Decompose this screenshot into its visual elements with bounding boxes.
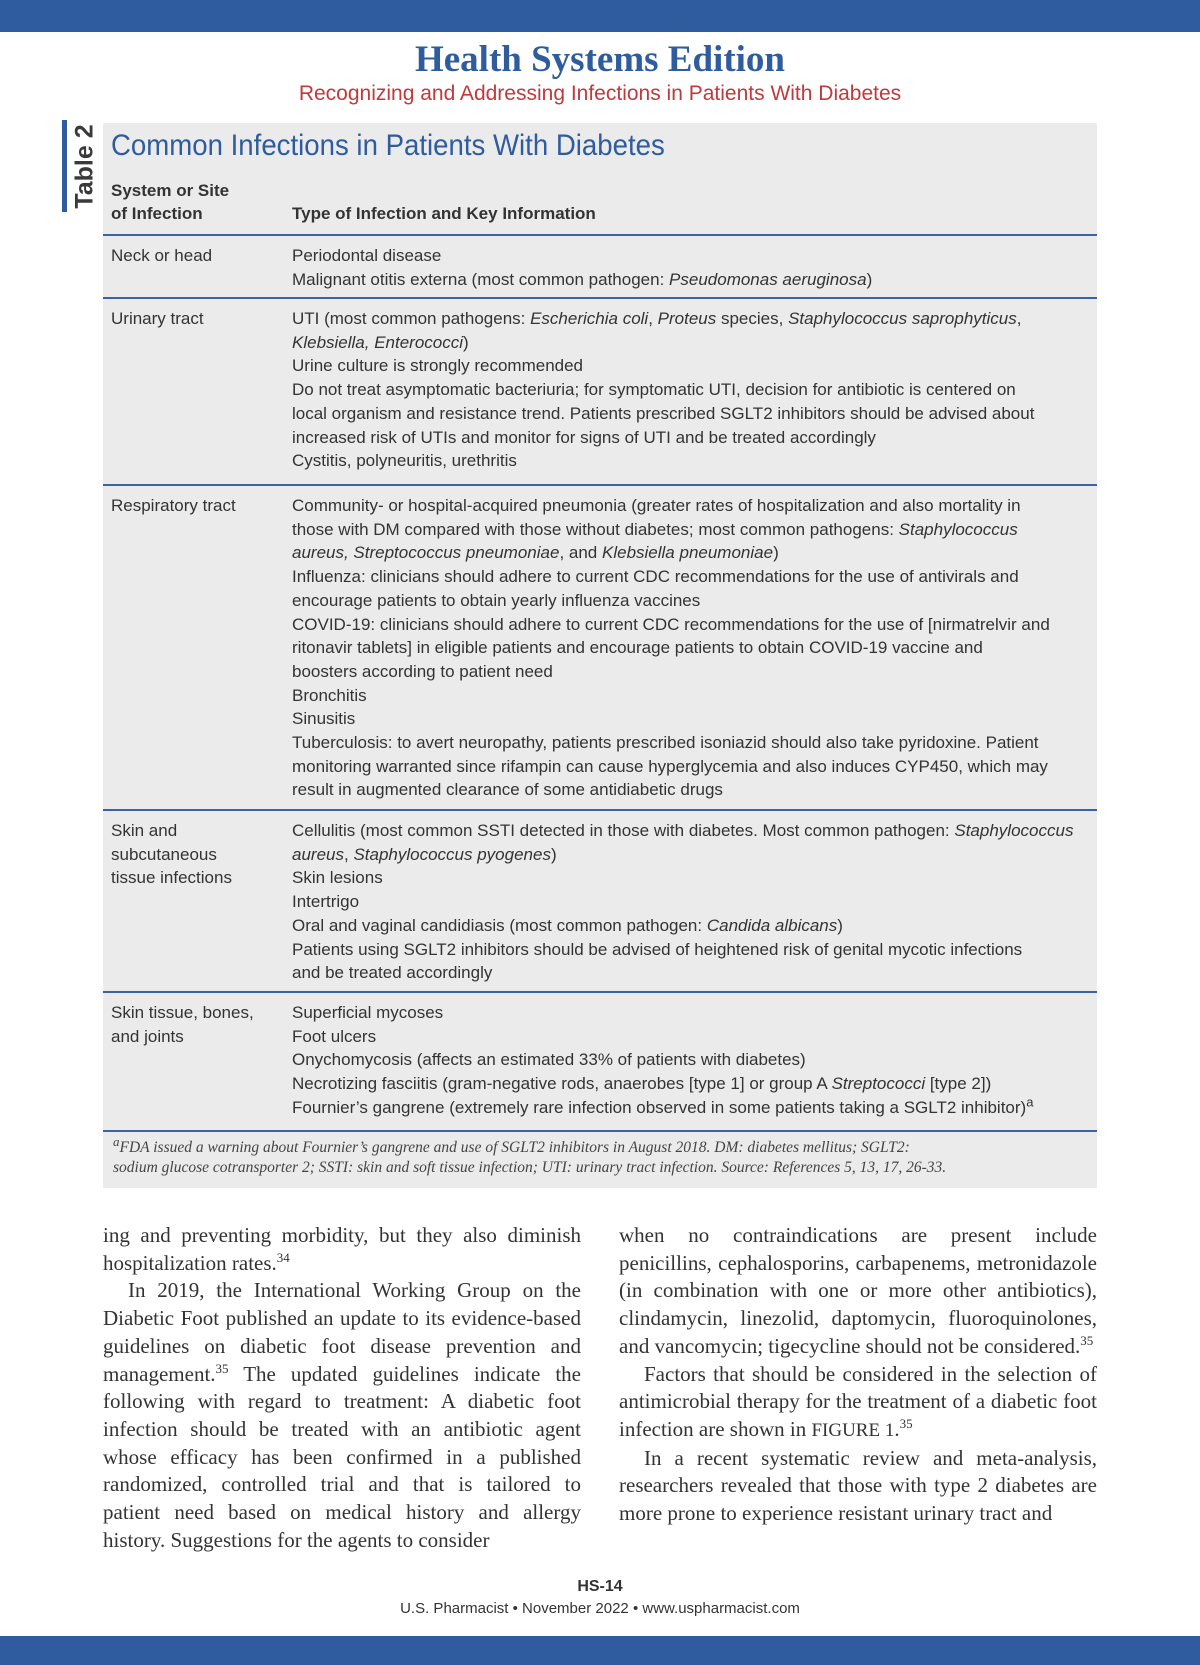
row-info: Cellulitis (most common SSTI detected in those with diabetes. Most common pathogen: Staphylococcus aureus, Staphylococcus pyogenes) Skin lesions Intertrigo Oral and vaginal candidiasis (most common pathogen: Candida albicans) Patients using SGLT2 inhibitors should be advised of heightened risk of genital mycotic infections and be treated accordingly [292,821,1074,983]
row-info: UTI (most common pathogens: Escherichia coli, Proteus species, Staphylococcus saprophyticus, Klebsiella, Enterococci) Urine culture is strongly recommended Do not treat asymptomatic bacteriuria; for symptomatic UTI, decision for antibiotic is centered on local organism and resistance trend. Patients prescribed SGLT2 inhibitors should be advised about increased risk of UTIs and monitor for signs of UTI and be treated accordingly Cystitis, polyneuritis, urethritis [292,309,1035,471]
row-info: Periodontal disease Malignant otitis externa (most common pathogen: Pseudomonas aeruginosa) [292,246,873,289]
paragraph: In 2019, the International Working Group on the Diabetic Foot published an update to its evidence-based guidelines on diabetic foot disease prevention and management.$^{35}$ The updated guidelines indicate the following with regard to treatment: A diabetic foot infection should be treated with an antibiotic agent whose efficacy has been confirmed in a published randomized, controlled trial and that is tailored to patient need based on medical history and allergy history. Suggestions for the agents to consider [103,1278,581,1552]
table-title: Common Infections in Patients With Diabetes [111,129,665,162]
table-rule [103,484,1097,486]
row-system: Respiratory tract [111,496,236,515]
paragraph: Factors that should be considered in the selection of antimicrobial therapy for the treatment of a diabetic foot infection are shown in FIGURE 1.35 [619,1361,1097,1441]
column-header-infection: Type of Infection and Key Information [292,204,596,223]
row-system: Urinary tract [111,309,204,328]
table-footnote: $^a$FDA issued a warning about Fournier’s gangrene and use of SGLT2 inhibitors in August 2018. DM: diabetes mellitus; SGLT2: sodium glucose cotransporter 2; SSTI: skin and soft tissue infection; UTI: urinary tract infection. Source: References 5, 13, 17, 26-33. [113,1133,947,1176]
body-column-left [103,1222,581,1554]
figure-reference: FIGURE 1 [811,1419,895,1441]
edition-title: Health Systems Edition [414,39,786,80]
table-rule [103,297,1097,299]
row-info: Superficial mycoses Foot ulcers Onychomycosis (affects an estimated 33% of patients with diabetes) Necrotizing fasciitis (gram-negative rods, anaerobes [type 1] or group A Streptococci [type 2]) Fournier’s gangrene (extremely rare infection observed in some patients taking a SGLT2 inhibitor)$^a$ [292,1003,1034,1117]
infections-table [103,123,1097,1188]
publication-info: U.S. Pharmacist • November 2022 • www.uspharmacist.com [400,1600,800,1617]
bottom-color-bar [0,1636,1200,1665]
body-column-right [619,1222,1097,1528]
row-system: Skin and subcutaneous tissue infections [111,821,232,888]
top-color-bar [0,0,1200,32]
paragraph: ing and preventing morbidity, but they also diminish hospitalization rates.$^{34}$ [103,1223,581,1275]
row-system: Neck or head [111,246,213,265]
table-rule [103,1130,1097,1132]
article-subtitle: Recognizing and Addressing Infections in Patients With Diabetes [298,82,902,105]
paragraph: when no contraindications are present include penicillins, cephalosporins, carbapenems, metronidazole (in combination with one or more other antibiotics), clindamycin, linezolid, daptomycin, fluoroquinolones, and vancomycin; tigecycline should not be considered.$^{35}$ [619,1223,1097,1358]
table-tab [62,120,97,212]
table-rule [103,991,1097,993]
column-header-system: System or Site of Infection [111,181,230,223]
paragraph: In a recent systematic review and meta-analysis, researchers revealed that those with type 2 diabetes are more prone to experience resistant urinary tract and [619,1445,1097,1526]
table-tab-label: Table 2 [70,124,99,209]
row-system: Skin tissue, bones, and joints [111,1003,254,1046]
table-rule [103,234,1097,236]
row-info: Community- or hospital-acquired pneumonia (greater rates of hospitalization and also mortality in those with DM compared with those without diabetes; most common pathogens: Staphylococcus aureus, Streptococcus pneumoniae, and Klebsiella pneumoniae) Influenza: clinicians should adhere to current CDC recommendations for the use of antivirals and encourage patients to obtain yearly influenza vaccines COVID-19: clinicians should adhere to current CDC recommendations for the use of [nirmatrelvir and ritonavir tablets] in eligible patients and encourage patients to obtain COVID-19 vaccine and boosters according to patient need Bronchitis Sinusitis Tuberculosis: to avert neuropathy, patients prescribed isoniazid should also take pyridoxine. Patient monitoring warranted since rifampin can cause hyperglycemia and also induces CYP450, which may result in augmented clearance of some antidiabetic drugs [292,496,1050,800]
table-rule [103,809,1097,811]
page-number: HS-14 [577,1578,623,1595]
